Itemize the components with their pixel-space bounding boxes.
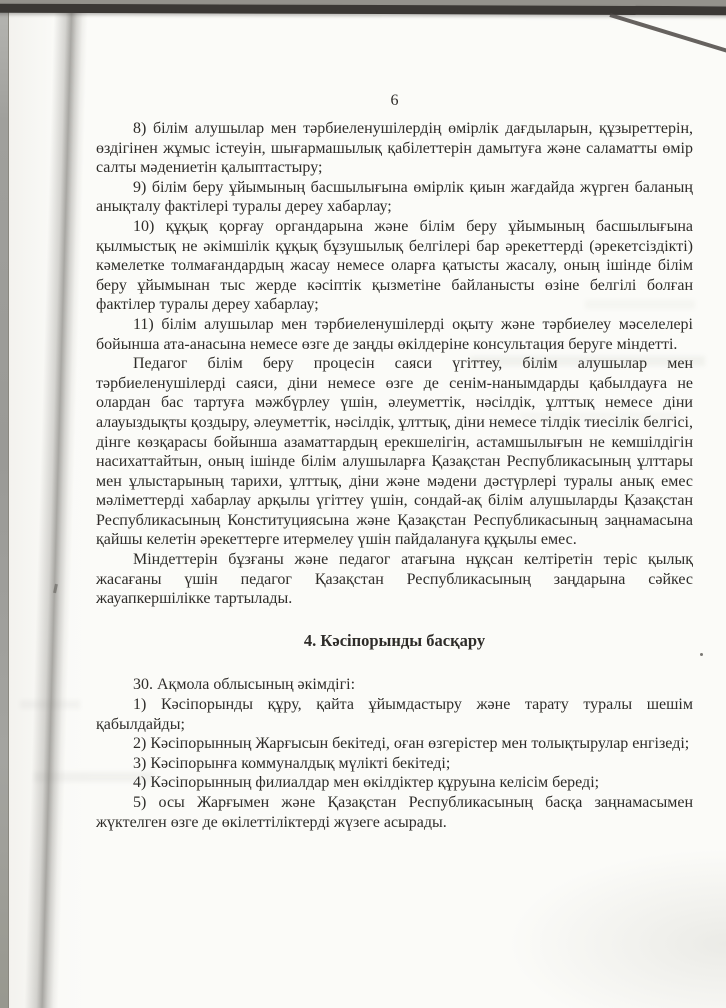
paragraph: 9) білім беру ұйымының басшылығына өмірлік қиын жағдайда жүрген баланың анықталу фактілері туралы дереу хабарлау; <box>96 178 693 216</box>
paragraph: 10) құқық қорғау органдарына және білім беру ұйымының басшылығына қылмыстық не әкімшілік құқық бұзушылық белгілері бар әрекеттерді (әрекетсіздікті) кәмелетке толмағандардың жасау немесе оларға қатысты жасалу, оның ішінде білім беру ұйымынан тыс жерде кәсіптік қызметіне байланысты өзіне белгілі болған фактілер туралы дереу хабарлау; <box>96 217 693 314</box>
paragraph: Педагог білім беру процесін саяси үгіттеу, білім алушылар мен тәрбиеленушілерді саяси, діни немесе өзге де сенім-нанымдарды қабылдауға не олардан бас тартуға мәжбүрлеу үшін, әлеуметтік, нәсілдік, ұлттық немесе діни алауыздықты қоздыру, әлеуметтік, нәсілдік, ұлттық, діни немесе тілдік тиесілік белгісі, дінге көзқарасы бойынша азаматтардың ерекшелігін, астамшылығын не кемшілдігін насихаттайтын, оның ішінде білім алушыларға Қазақстан Республикасының ұлттары мен ұлыстарының тарихи, ұлттық, діни және мәдени дәстүрлері туралы анық емес мәліметтерді хабарлау арқылы үгіттеу үшін, сондай-ақ білім алушыларды Қазақстан Республикасының Конституциясына және Қазақстан Республикасының заңнамасына қайшы келетін әрекеттерге итермелеу үшін пайдалануға құқылы емес. <box>96 355 693 549</box>
scan-edge-strip <box>0 0 9 1008</box>
page-number: 6 <box>390 92 399 109</box>
paragraph: Міндеттерін бұзғаны және педагог атағына нұқсан келтіретін теріс қылық жасағаны үшін педагог Қазақстан Республикасының заңдарына сәйкес жауапкершілікке тартылады. <box>96 551 693 608</box>
paragraph: 5) осы Жарғымен және Қазақстан Республикасының басқа заңнамасымен жүктелген өзге де өкілеттіліктерді жүзеге асырады. <box>96 794 693 831</box>
scan-top-dark-band <box>0 4 726 16</box>
scan-corner-crease <box>609 13 726 58</box>
section-heading: 4. Кәсіпорынды басқару <box>303 630 486 650</box>
page-curve-shading <box>8 0 93 1008</box>
paragraph: 3) Кәсіпорынға коммуналдық мүлікті бекітеді; <box>133 754 451 772</box>
bottom-right-shade <box>506 848 726 1008</box>
paragraph: 11) білім алушылар мен тәрбиеленушілерді оқыту және тәрбиелеу мәселелері бойынша ата-анасына немесе өзге де заңды өкілдеріне консультация беруге міндетті. <box>96 315 693 353</box>
paragraph: 1) Кәсіпорынды құру, қайта ұйымдастыру және тарату туралы шешім қабылдайды; <box>96 696 693 733</box>
document-body <box>96 119 693 832</box>
paragraph: 30. Ақмола облысының әкімдігі: <box>133 676 356 694</box>
stray-ink-dot <box>700 653 703 656</box>
paragraph: 8) білім алушылар мен тәрбиеленушілердің өмірлік дағдыларын, құзыреттерін, өздігінен жұмыс істеуін, шығармашылық қабілеттерін дамытуға және саламатты өмір салты мәдениетін қалыптастыру; <box>96 120 693 177</box>
paragraph: 2) Кәсіпорынның Жарғысын бекітеді, оған өзгерістер мен толықтырулар енгізеді; <box>133 735 690 753</box>
paragraph: 4) Кәсіпорынның филиалдар мен өкілдіктер құруына келісім береді; <box>133 774 600 792</box>
